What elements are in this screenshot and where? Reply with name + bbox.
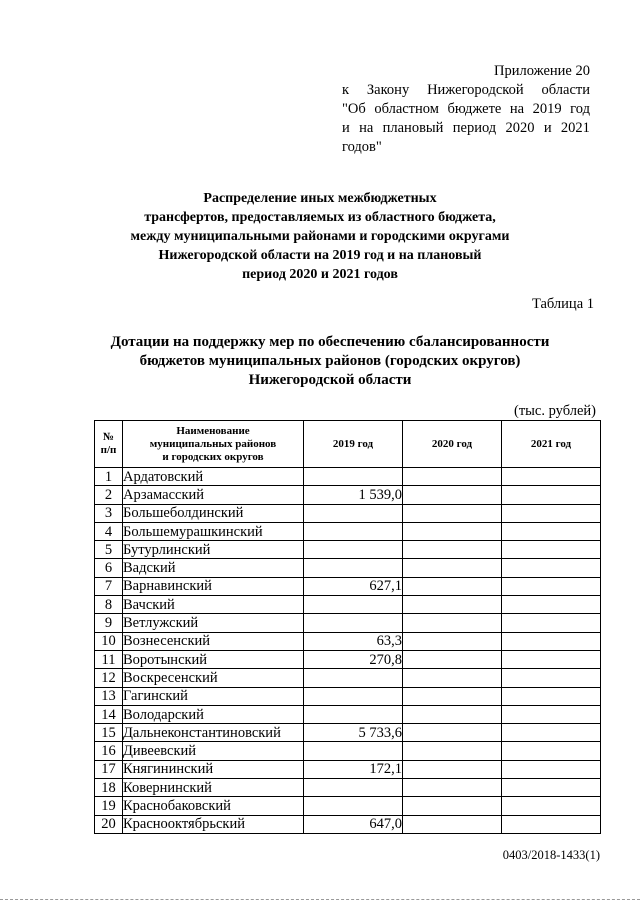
value-2021-cell: [502, 760, 601, 778]
value-2020-cell: [403, 669, 502, 687]
title-line: Нижегородской области на 2019 год и на плановый: [158, 248, 482, 263]
row-number-cell: 13: [95, 687, 123, 705]
value-2021-cell: [502, 596, 601, 614]
value-2021-cell: [502, 486, 601, 504]
district-name-cell: Вознесенский: [123, 632, 304, 650]
appendix-word: период: [452, 120, 497, 136]
table-header-row: [95, 421, 601, 468]
district-name-cell: Воротынский: [123, 650, 304, 668]
value-2019-cell: [304, 596, 403, 614]
table-row: [95, 650, 601, 668]
district-name-cell: Гагинский: [123, 687, 304, 705]
table-row: [95, 468, 601, 486]
value-2019-cell: [304, 522, 403, 540]
appendix-word: год: [570, 101, 590, 117]
table-row: [95, 705, 601, 723]
header-num-line: №: [102, 431, 115, 443]
row-number-cell: 11: [95, 650, 123, 668]
title-line: трансфертов, предоставляемых из областного бюджета,: [144, 210, 496, 225]
value-2020-cell: [403, 724, 502, 742]
appendix-line-5: годов": [342, 139, 382, 155]
header-name-line: муниципальных районов: [149, 437, 277, 450]
appendix-word: на: [359, 120, 374, 136]
value-2021-cell: [502, 669, 601, 687]
value-2021-cell: [502, 559, 601, 577]
value-2019-cell: 63,3: [304, 632, 403, 650]
row-number-cell: 19: [95, 797, 123, 815]
table-row: [95, 577, 601, 595]
header-name: [123, 421, 304, 468]
table-row: [95, 797, 601, 815]
table-row: [95, 779, 601, 797]
title-line: Распределение иных межбюджетных: [203, 191, 437, 206]
table-row: [95, 522, 601, 540]
value-2021-cell: [502, 779, 601, 797]
district-name-cell: Краснооктябрьский: [123, 815, 304, 833]
appendix-line-3: [342, 100, 590, 119]
value-2021-cell: [502, 724, 601, 742]
appendix-title: Приложение 20: [494, 63, 590, 79]
table-row: [95, 486, 601, 504]
value-2021-cell: [502, 815, 601, 833]
row-number-cell: 7: [95, 577, 123, 595]
value-2020-cell: [403, 760, 502, 778]
value-2020-cell: [403, 797, 502, 815]
district-name-cell: Бутурлинский: [123, 541, 304, 559]
row-number-cell: 9: [95, 614, 123, 632]
table-row: [95, 724, 601, 742]
table-row: [95, 742, 601, 760]
value-2021-cell: [502, 797, 601, 815]
value-2021-cell: [502, 742, 601, 760]
table-row: [95, 504, 601, 522]
row-number-cell: 17: [95, 760, 123, 778]
row-number-cell: 2: [95, 486, 123, 504]
row-number-cell: 15: [95, 724, 123, 742]
table-row: [95, 614, 601, 632]
value-2020-cell: [403, 541, 502, 559]
header-2021: 2021 год: [502, 421, 601, 468]
row-number-cell: 12: [95, 669, 123, 687]
row-number-cell: 18: [95, 779, 123, 797]
district-name-cell: Арзамасский: [123, 486, 304, 504]
table-row: [95, 669, 601, 687]
row-number-cell: 20: [95, 815, 123, 833]
value-2021-cell: [502, 504, 601, 522]
row-number-cell: 3: [95, 504, 123, 522]
appendix-word: к: [342, 82, 350, 98]
row-number-cell: 4: [95, 522, 123, 540]
value-2019-cell: [304, 559, 403, 577]
value-2021-cell: [502, 650, 601, 668]
row-number-cell: 8: [95, 596, 123, 614]
value-2020-cell: [403, 486, 502, 504]
value-2019-cell: 270,8: [304, 650, 403, 668]
table-number: Таблица 1: [531, 296, 594, 312]
appendix-word: Нижегородской: [427, 82, 524, 98]
table-subtitle: [80, 333, 580, 390]
value-2021-cell: [502, 614, 601, 632]
appendix-word: и: [543, 120, 552, 136]
value-2020-cell: [403, 815, 502, 833]
row-number-cell: 1: [95, 468, 123, 486]
table-row: [95, 559, 601, 577]
district-name-cell: Краснобаковский: [123, 797, 304, 815]
appendix-word: "Об: [342, 101, 366, 117]
district-name-cell: Володарский: [123, 705, 304, 723]
header-num-line: п/п: [100, 444, 117, 456]
value-2020-cell: [403, 650, 502, 668]
table-body: [95, 468, 601, 834]
value-2020-cell: [403, 632, 502, 650]
appendix-word: 2019: [532, 101, 562, 117]
value-2019-cell: [304, 669, 403, 687]
row-number-cell: 5: [95, 541, 123, 559]
value-2020-cell: [403, 577, 502, 595]
value-2020-cell: [403, 522, 502, 540]
subtitle-line: Нижегородской области: [248, 372, 412, 388]
scan-edge-divider: [0, 899, 640, 900]
table-row: [95, 815, 601, 833]
header-name-line: Наименование: [176, 424, 250, 437]
table-row: [95, 687, 601, 705]
district-name-cell: Дивеевский: [123, 742, 304, 760]
value-2020-cell: [403, 504, 502, 522]
value-2020-cell: [403, 687, 502, 705]
value-2020-cell: [403, 614, 502, 632]
value-2019-cell: 627,1: [304, 577, 403, 595]
appendix-word: областном: [374, 101, 439, 117]
value-2019-cell: 172,1: [304, 760, 403, 778]
appendix-word: плановый: [382, 120, 444, 136]
value-2019-cell: [304, 779, 403, 797]
title-line: период 2020 и 2021 годов: [242, 267, 398, 282]
district-name-cell: Воскресенский: [123, 669, 304, 687]
value-2019-cell: [304, 687, 403, 705]
subsidy-table: [94, 420, 601, 834]
row-number-cell: 6: [95, 559, 123, 577]
value-2021-cell: [502, 522, 601, 540]
district-name-cell: Ковернинский: [123, 779, 304, 797]
appendix-word: области: [541, 82, 590, 98]
appendix-word: и: [342, 120, 350, 136]
value-2020-cell: [403, 468, 502, 486]
value-2019-cell: [304, 742, 403, 760]
district-name-cell: Варнавинский: [123, 577, 304, 595]
appendix-word: 2020: [505, 120, 535, 136]
district-name-cell: Княгининский: [123, 760, 304, 778]
district-name-cell: Вадский: [123, 559, 304, 577]
subtitle-line: бюджетов муниципальных районов (городских округов): [139, 353, 521, 369]
header-num: [95, 421, 123, 468]
value-2019-cell: [304, 614, 403, 632]
table-row: [95, 541, 601, 559]
appendix-word: Закону: [366, 82, 410, 98]
table-row: [95, 596, 601, 614]
district-name-cell: Ветлужский: [123, 614, 304, 632]
value-2020-cell: [403, 779, 502, 797]
value-2019-cell: 5 733,6: [304, 724, 403, 742]
header-2020: 2020 год: [403, 421, 502, 468]
value-2020-cell: [403, 559, 502, 577]
value-2020-cell: [403, 705, 502, 723]
row-number-cell: 14: [95, 705, 123, 723]
document-title: [100, 189, 540, 284]
district-name-cell: Вачский: [123, 596, 304, 614]
title-line: между муниципальными районами и городскими округами: [130, 229, 510, 244]
row-number-cell: 16: [95, 742, 123, 760]
district-name-cell: Дальнеконстантиновский: [123, 724, 304, 742]
value-2021-cell: [502, 468, 601, 486]
value-2019-cell: [304, 797, 403, 815]
table-row: [95, 760, 601, 778]
district-name-cell: Большемурашкинский: [123, 522, 304, 540]
value-2019-cell: 1 539,0: [304, 486, 403, 504]
district-name-cell: Большеболдинский: [123, 504, 304, 522]
value-2019-cell: [304, 468, 403, 486]
table-row: [95, 632, 601, 650]
value-2020-cell: [403, 742, 502, 760]
appendix-word: 2021: [560, 120, 590, 136]
appendix-word: на: [509, 101, 525, 117]
district-name-cell: Ардатовский: [123, 468, 304, 486]
value-2019-cell: [304, 504, 403, 522]
appendix-block: [342, 62, 590, 157]
value-2021-cell: [502, 632, 601, 650]
subtitle-line: Дотации на поддержку мер по обеспечению сбалансированности: [110, 334, 550, 350]
value-2020-cell: [403, 596, 502, 614]
appendix-line-2: [342, 81, 590, 100]
value-2021-cell: [502, 705, 601, 723]
value-2019-cell: [304, 705, 403, 723]
units-label: (тыс. рублей): [514, 403, 596, 419]
document-code: 0403/2018-1433(1): [502, 848, 600, 862]
value-2021-cell: [502, 687, 601, 705]
appendix-word: бюджете: [447, 101, 502, 117]
value-2021-cell: [502, 541, 601, 559]
value-2019-cell: [304, 541, 403, 559]
appendix-line-4: [342, 119, 590, 138]
value-2021-cell: [502, 577, 601, 595]
header-2019: 2019 год: [304, 421, 403, 468]
row-number-cell: 10: [95, 632, 123, 650]
value-2019-cell: 647,0: [304, 815, 403, 833]
header-name-line: и городских округов: [162, 450, 264, 463]
